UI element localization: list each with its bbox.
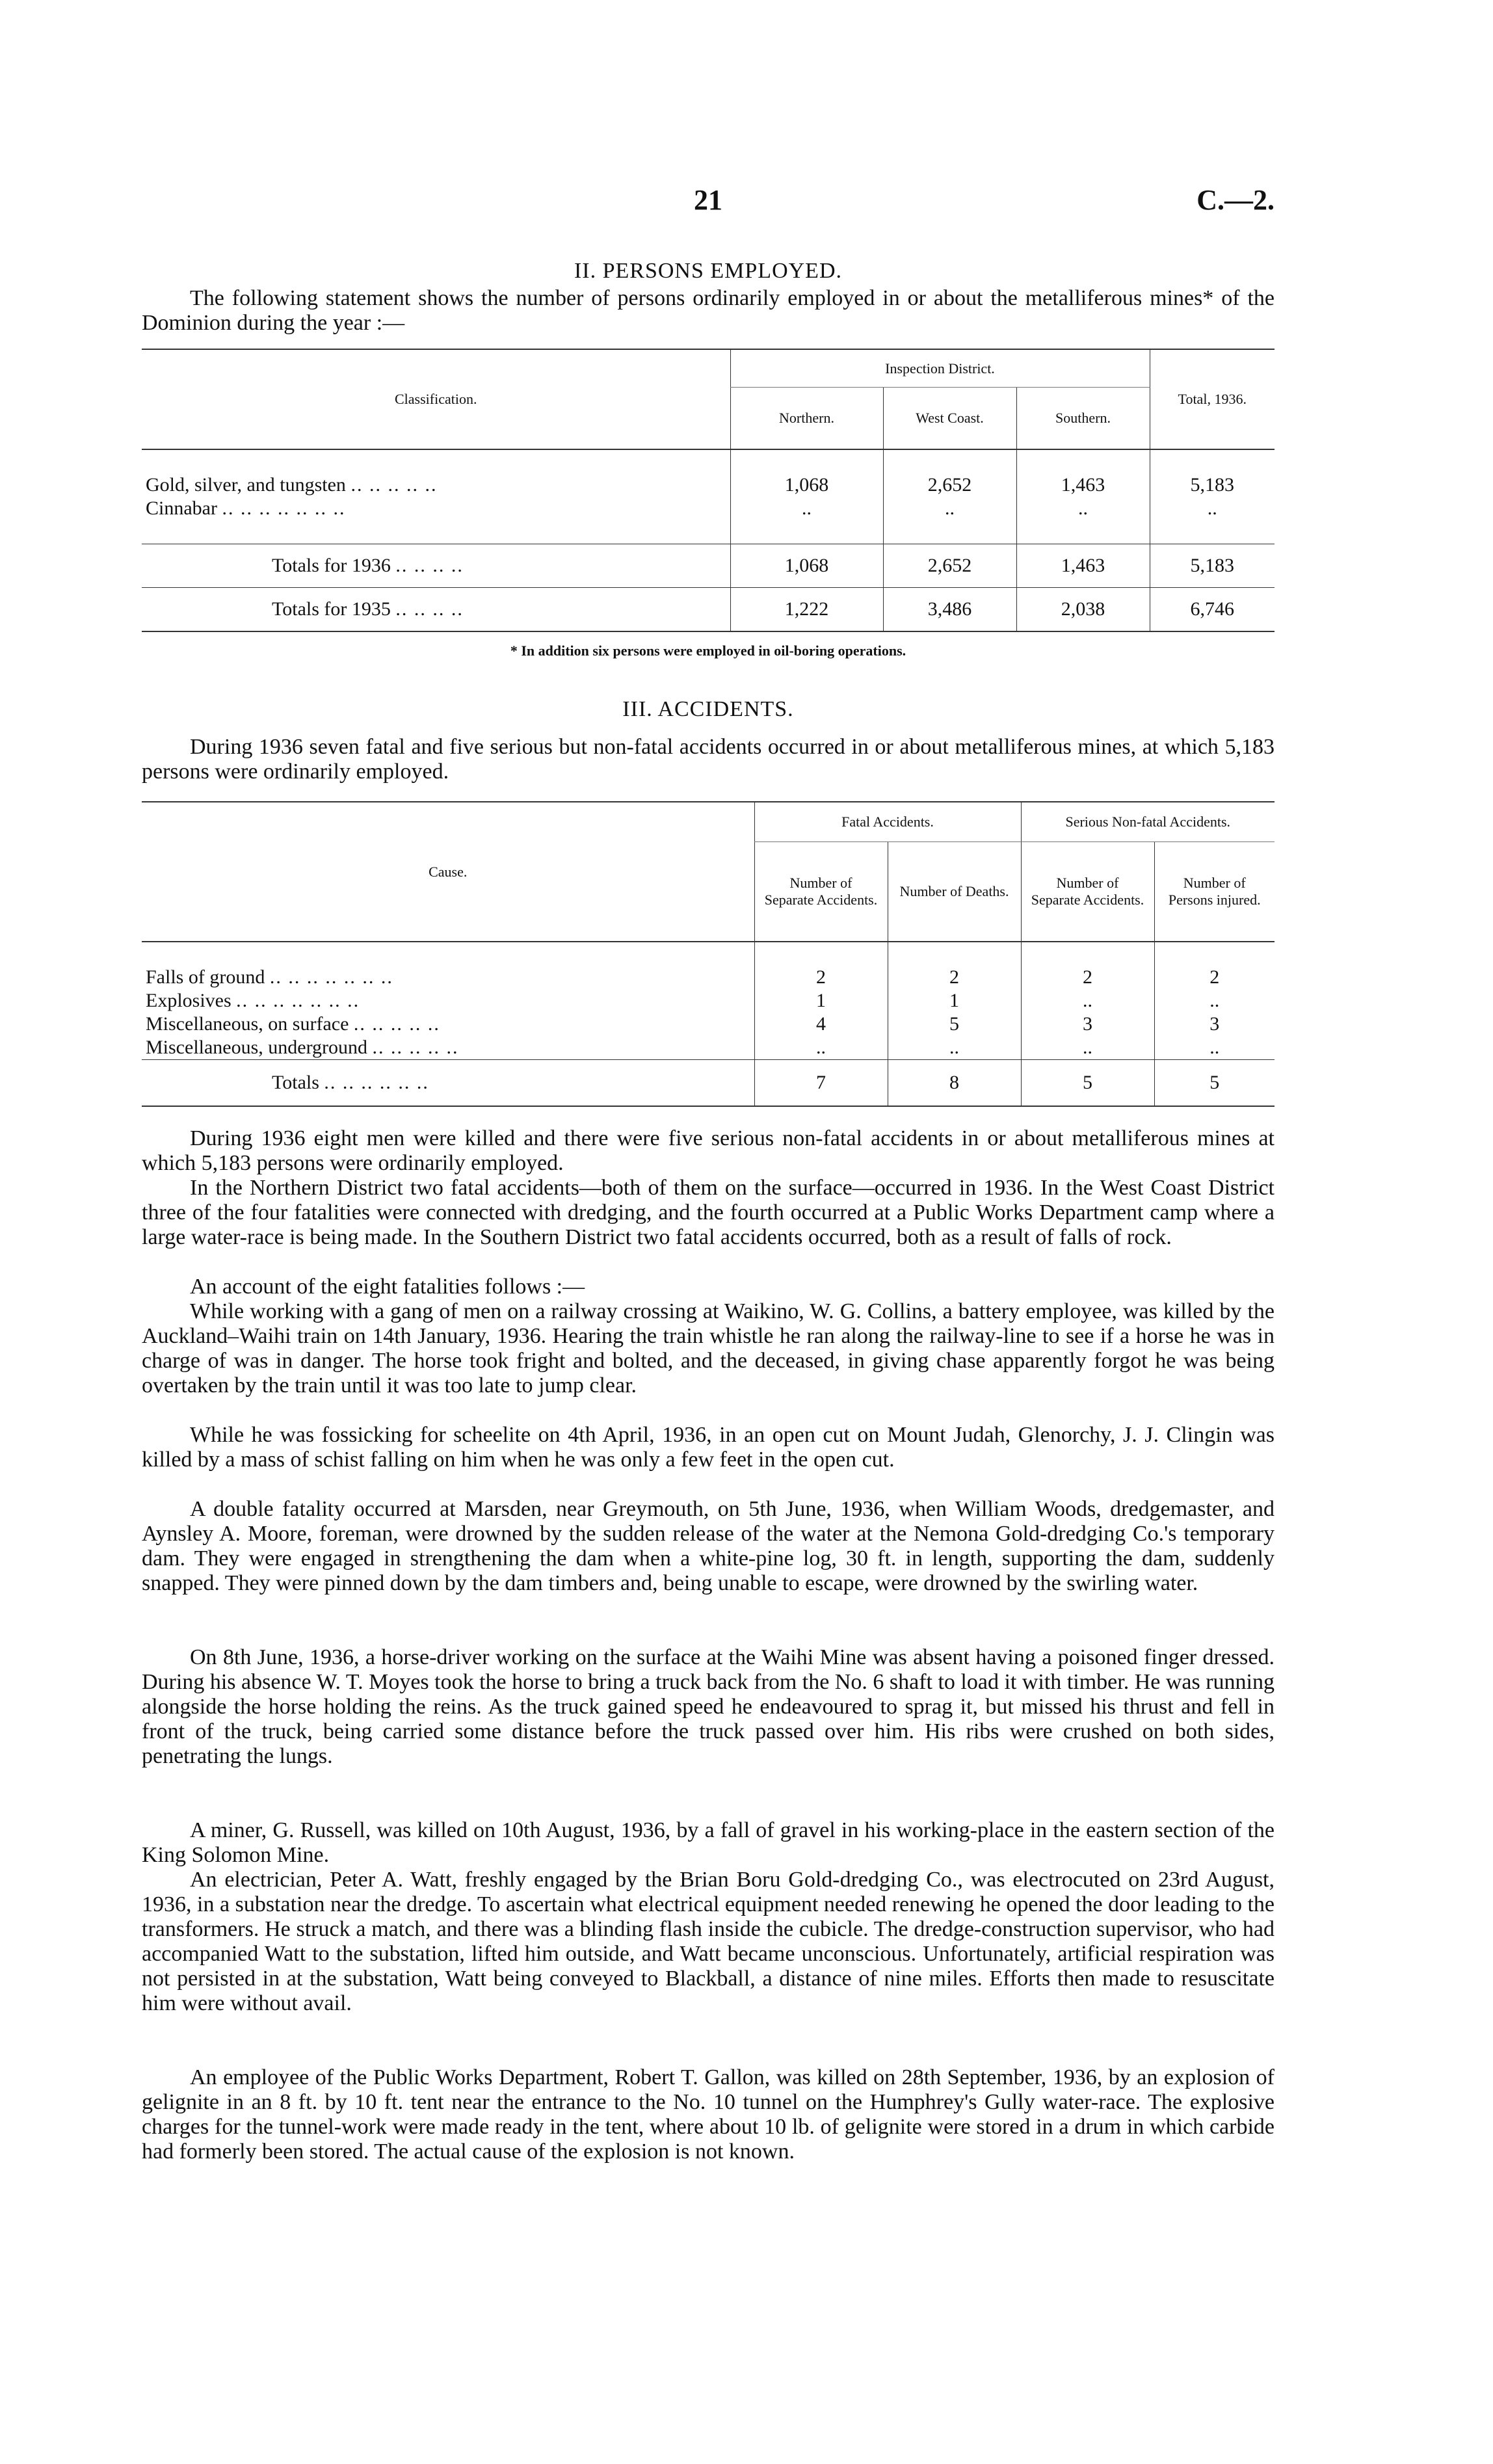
accidents-summary-paragraph: During 1936 eight men were killed and there were five serious non-fatal accidents in or about metalliferous mines at which 5,183 persons were ordinarily employed. [142, 1126, 1275, 1175]
cell-northern: 1,068 [730, 544, 883, 588]
col-classification: Classification. [395, 391, 477, 407]
row-label: Gold, silver, and tungsten [146, 474, 346, 496]
cell-fatal-separate: 4 [754, 1013, 888, 1036]
document-reference: C.—2. [1196, 184, 1275, 216]
table-row: Miscellaneous, on surface .. .. .. .. .. 4 5 3 3 [142, 1013, 1275, 1036]
cell-west-coast: .. [883, 497, 1016, 520]
cell-total: 5,183 [1150, 473, 1275, 497]
col-fatal-separate: Number of Separate Accidents. [754, 842, 888, 942]
cell-fatal-deaths: 2 [888, 966, 1021, 989]
cell-fatal-deaths: 8 [888, 1060, 1021, 1107]
table-row: Miscellaneous, underground .. .. .. .. .. .. .. .. .. [142, 1036, 1275, 1060]
persons-employed-table [142, 349, 1275, 632]
cell-serious-injured: .. [1154, 989, 1275, 1013]
cell-total: .. [1150, 497, 1275, 520]
cell-serious-injured: 2 [1154, 966, 1275, 989]
row-label: Totals [272, 1072, 319, 1093]
cell-northern: 1,068 [730, 473, 883, 497]
col-serious-separate: Number of Separate Accidents. [1021, 842, 1154, 942]
cell-fatal-deaths: 5 [888, 1013, 1021, 1036]
table-row: Explosives .. .. .. .. .. .. .. 1 1 .. .. [142, 989, 1275, 1013]
row-label: Totals for 1935 [272, 598, 391, 620]
col-northern: Northern. [730, 388, 883, 449]
cell-fatal-separate: 7 [754, 1060, 888, 1107]
accidents-table [142, 801, 1275, 1107]
cell-serious-injured: .. [1154, 1036, 1275, 1060]
cell-serious-separate: 2 [1021, 966, 1154, 989]
accidents-districts-paragraph: In the Northern District two fatal accidents—both of them on the surface—occurred in 1936. In the West Coast District three of the four fatalities were connected with dredging, and the fourth occurred at a Public Works Department camp where a large water-race is being made. In the Southern District two fatal accidents occurred, both as a result of falls of rock. [142, 1176, 1275, 1249]
table-row: Cinnabar .. .. .. .. .. .. .. .. .. .. .. [142, 497, 1275, 520]
fatality-clingin-paragraph: While he was fossicking for scheelite on 4th April, 1936, in an open cut on Mount Judah, Glenorchy, J. J. Clingin was killed by a mass of schist falling on him when he was only a few feet in the open cut. [142, 1423, 1275, 1472]
row-label: Miscellaneous, underground [146, 1037, 368, 1058]
col-fatal-deaths: Number of Deaths. [888, 842, 1021, 942]
cell-southern: .. [1016, 497, 1150, 520]
table-row-totals-1936: Totals for 1936 .. .. .. .. 1,068 2,652 1,463 5,183 [142, 544, 1275, 588]
table-row: Gold, silver, and tungsten .. .. .. .. .. 1,068 2,652 1,463 5,183 [142, 473, 1275, 497]
row-label: Totals for 1936 [272, 555, 391, 576]
col-serious-injured: Number of Persons injured. [1154, 842, 1275, 942]
cell-total: 5,183 [1150, 544, 1275, 588]
col-total-1936: Total, 1936. [1150, 349, 1275, 449]
col-serious-accidents: Serious Non-fatal Accidents. [1021, 802, 1275, 842]
fatality-russell-paragraph: A miner, G. Russell, was killed on 10th August, 1936, by a fall of gravel in his working-place in the eastern section of the King Solomon Mine. [142, 1818, 1275, 1867]
table-row-totals-1935: Totals for 1935 .. .. .. .. 1,222 3,486 2,038 6,746 [142, 588, 1275, 632]
cell-northern: 1,222 [730, 588, 883, 632]
table-footnote: * In addition six persons were employed in oil-boring operations. [510, 642, 906, 659]
cell-serious-separate: 5 [1021, 1060, 1154, 1107]
row-label: Miscellaneous, on surface [146, 1013, 349, 1035]
col-cause: Cause. [429, 863, 468, 880]
fatality-marsden-paragraph: A double fatality occurred at Marsden, near Greymouth, on 5th June, 1936, when William Woods, dredgemaster, and Aynsley A. Moore, foreman, were drowned by the sudden release of the water at the Nemona Gold-dredging Co.'s temporary dam. They were engaged in strengthening the dam when a white-pine log, 30 ft. in length, supporting the dam, suddenly snapped. They were pinned down by the dam timbers and, being unable to escape, were drowned by the swirling water. [142, 1497, 1275, 1595]
cell-fatal-separate: 2 [754, 966, 888, 989]
cell-fatal-separate: 1 [754, 989, 888, 1013]
cell-total: 6,746 [1150, 588, 1275, 632]
cell-serious-separate: .. [1021, 1036, 1154, 1060]
row-label: Cinnabar [146, 497, 217, 519]
cell-fatal-separate: .. [754, 1036, 888, 1060]
cell-fatal-deaths: 1 [888, 989, 1021, 1013]
row-label: Falls of ground [146, 966, 265, 988]
accidents-intro: During 1936 seven fatal and five serious but non-fatal accidents occurred in or about metalliferous mines, at which 5,183 persons were ordinarily employed. [142, 735, 1275, 784]
cell-northern: .. [730, 497, 883, 520]
persons-employed-intro: The following statement shows the number of persons ordinarily employed in or about the metalliferous mines* of the Dominion during the year :— [142, 286, 1275, 335]
cell-southern: 1,463 [1016, 544, 1150, 588]
cell-west-coast: 3,486 [883, 588, 1016, 632]
cell-serious-injured: 3 [1154, 1013, 1275, 1036]
cell-west-coast: 2,652 [883, 473, 1016, 497]
cell-southern: 2,038 [1016, 588, 1150, 632]
table-row-totals: Totals .. .. .. .. .. .. 7 8 5 5 [142, 1060, 1275, 1107]
cell-serious-separate: .. [1021, 989, 1154, 1013]
col-west-coast: West Coast. [883, 388, 1016, 449]
fatality-gallon-paragraph: An employee of the Public Works Department, Robert T. Gallon, was killed on 28th September, 1936, by an explosion of gelignite in an 8 ft. by 10 ft. tent near the entrance to the No. 10 tunnel on the Humphrey's Gully water-race. The explosive charges for the tunnel-work were made ready in the tent, where about 10 lb. of gelignite were stored in a drum in which carbide had formerly been stored. The actual cause of the explosion is not known. [142, 2065, 1275, 2164]
cell-southern: 1,463 [1016, 473, 1150, 497]
cell-fatal-deaths: .. [888, 1036, 1021, 1060]
cell-serious-separate: 3 [1021, 1013, 1154, 1036]
table-row: Falls of ground .. .. .. .. .. .. .. 2 2 2 2 [142, 966, 1275, 989]
fatalities-intro-paragraph: An account of the eight fatalities follows :— [190, 1275, 585, 1299]
col-inspection-district: Inspection District. [730, 349, 1150, 388]
col-southern: Southern. [1016, 388, 1150, 449]
section-heading-accidents: III. ACCIDENTS. [622, 697, 794, 721]
cell-serious-injured: 5 [1154, 1060, 1275, 1107]
page-header [142, 183, 1275, 222]
fatality-collins-paragraph: While working with a gang of men on a railway crossing at Waikino, W. G. Collins, a battery employee, was killed by the Auckland–Waihi train on 14th January, 1936. Hearing the train whistle he ran along the railway-line to see if a horse he was in charge of was in danger. The horse took fright and bolted, and the deceased, in giving chase apparently forgot he was being overtaken by the train until it was too late to jump clear. [142, 1299, 1275, 1398]
row-label: Explosives [146, 990, 231, 1011]
fatality-watt-paragraph: An electrician, Peter A. Watt, freshly engaged by the Brian Boru Gold-dredging Co., was electrocuted on 23rd August, 1936, in a substation near the dredge. To ascertain what electrical equipment needed renewing he opened the door leading to the transformers. He struck a match, and there was a blinding flash inside the cubicle. The dredge-construction supervisor, who had accompanied Watt to the substation, lifted him outside, and Watt became unconscious. Unfortunately, artificial respiration was not persisted in at the substation, Watt being conveyed to Blackball, a distance of nine miles. Efforts then made to resuscitate him were without avail. [142, 1868, 1275, 2015]
cell-west-coast: 2,652 [883, 544, 1016, 588]
page-number: 21 [694, 184, 722, 216]
fatality-moyes-paragraph: On 8th June, 1936, a horse-driver working on the surface at the Waihi Mine was absent having a poisoned finger dressed. During his absence W. T. Moyes took the horse to bring a truck back from the No. 6 shaft to load it with timber. He was running alongside the horse holding the reins. As the truck gained speed he endeavoured to sprag it, but missed his thrust and fell in front of the truck, being carried some distance before the truck passed over him. His ribs were crushed on both sides, penetrating the lungs. [142, 1645, 1275, 1768]
section-heading-persons-employed: II. PERSONS EMPLOYED. [574, 259, 843, 283]
col-fatal-accidents: Fatal Accidents. [754, 802, 1021, 842]
